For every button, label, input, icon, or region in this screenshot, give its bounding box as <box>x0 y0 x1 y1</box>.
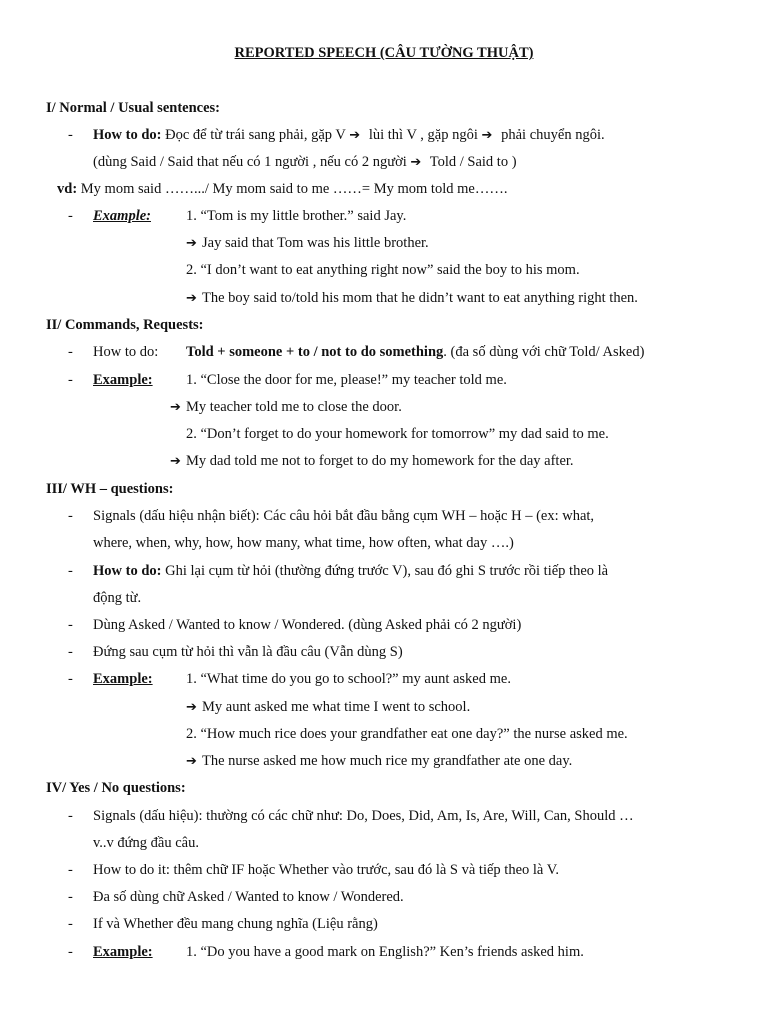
s3-ex2-answer-text: The nurse asked me how much rice my grandfather ate one day. <box>202 753 573 769</box>
s3-use: Dùng Asked / Wanted to know / Wondered. (dùng Asked phải có 2 người) <box>93 617 522 633</box>
s3-how-text-2: động từ. <box>93 590 142 606</box>
bullet-dash: - <box>68 508 73 524</box>
bullet-dash: - <box>68 862 73 878</box>
s3-example-2: 2. “How much rice does your grandfather eat one day?” the nurse asked me. <box>186 726 628 742</box>
bullet-dash: - <box>68 127 73 143</box>
bullet-dash: - <box>68 671 73 687</box>
bullet-dash: - <box>68 617 73 633</box>
s1-note-line <box>93 153 517 172</box>
bullet-dash: - <box>68 563 73 579</box>
arrow-icon: ➔ <box>349 128 361 143</box>
bullet-dash: - <box>68 208 73 224</box>
s1-note-a: (dùng Said / Said that nếu có 1 người , nếu có 2 người <box>93 154 411 170</box>
bullet-dash: - <box>68 889 73 905</box>
arrow-icon: ➔ <box>186 754 197 769</box>
s1-example-1-answer <box>186 234 429 253</box>
s1-vd-line <box>57 180 507 198</box>
s2-how-rule: Told + someone + to / not to do something <box>186 344 444 360</box>
s3-signals-1: Signals (dấu hiệu nhận biết): Các câu hỏi bắt đầu bằng cụm WH – hoặc H – (ex: what, <box>93 508 595 524</box>
s2-example-2-answer <box>170 452 574 471</box>
s4-example-1: 1. “Do you have a good mark on English?” Ken’s friends asked him. <box>186 944 584 960</box>
arrow-icon: ➔ <box>186 236 197 251</box>
s2-how-rule-line <box>186 343 644 361</box>
bullet-dash: - <box>68 944 73 960</box>
s3-how-label: How to do: <box>93 563 162 579</box>
s3-how-line <box>93 562 608 580</box>
s4-signals-2: v..v đứng đầu câu. <box>93 835 199 851</box>
s3-after: Đứng sau cụm từ hỏi thì vẫn là đầu câu (Vẫn dùng S) <box>93 644 403 660</box>
bullet-dash: - <box>68 916 73 932</box>
s1-example-2-answer <box>186 289 638 308</box>
s2-example-1: 1. “Close the door for me, please!” my teacher told me. <box>186 372 507 388</box>
s2-ex1-answer-text: My teacher told me to close the door. <box>186 399 402 415</box>
arrow-icon: ➔ <box>170 400 181 415</box>
bullet-dash: - <box>68 372 73 388</box>
s4-if-whether: If và Whether đều mang chung nghĩa (Liệu rằng) <box>93 916 378 932</box>
s1-how-line <box>93 126 605 145</box>
s3-example-1-answer <box>186 698 470 717</box>
arrow-icon: ➔ <box>410 155 422 170</box>
page-title: REPORTED SPEECH (CÂU TƯỜNG THUẬT) <box>234 45 534 61</box>
section-3-heading: III/ WH – questions: <box>46 481 174 497</box>
section-1-heading: I/ Normal / Usual sentences: <box>46 100 220 116</box>
s1-how-text-b: lùi thì V , gặp ngôi <box>365 127 482 143</box>
bullet-dash: - <box>68 644 73 660</box>
s3-example-2-answer <box>186 752 572 771</box>
s1-ex1-answer-text: Jay said that Tom was his little brother. <box>202 235 429 251</box>
s1-vd-label: vd: <box>57 181 78 197</box>
s3-how-text-1: Ghi lại cụm từ hỏi (thường đứng trước V), sau đó ghi S trước rồi tiếp theo là <box>161 563 609 579</box>
s1-example-label: Example: <box>93 208 151 224</box>
arrow-icon: ➔ <box>186 291 197 306</box>
s1-example-1: 1. “Tom is my little brother.” said Jay. <box>186 208 407 224</box>
s1-how-label: How to do: <box>93 127 162 143</box>
s4-how: How to do it: thêm chữ IF hoặc Whether vào trước, sau đó là S và tiếp theo là V. <box>93 862 559 878</box>
s1-how-text-c: phải chuyển ngôi. <box>497 127 605 143</box>
arrow-icon: ➔ <box>186 700 197 715</box>
s3-example-1: 1. “What time do you go to school?” my aunt asked me. <box>186 671 511 687</box>
s4-signals-1: Signals (dấu hiệu): thường có các chữ như: Do, Does, Did, Am, Is, Are, Will, Can, Should … <box>93 808 634 824</box>
s1-how-text-a: Đọc để từ trái sang phải, gặp V <box>161 127 350 143</box>
bullet-dash: - <box>68 808 73 824</box>
s1-note-b: Told / Said to ) <box>426 154 517 170</box>
s3-example-label: Example: <box>93 671 153 687</box>
s2-example-label: Example: <box>93 372 153 388</box>
arrow-icon: ➔ <box>170 454 181 469</box>
arrow-icon: ➔ <box>481 128 493 143</box>
s2-how-label: How to do: <box>93 344 159 360</box>
s1-ex2-answer-text: The boy said to/told his mom that he didn’t want to eat anything right then. <box>202 290 638 306</box>
s3-signals-2: where, when, why, how, how many, what time, how often, what day ….) <box>93 535 514 551</box>
s1-vd-text: My mom said …….../ My mom said to me ……= My mom told me……. <box>77 181 508 197</box>
section-4-heading: IV/ Yes / No questions: <box>46 780 186 796</box>
s2-example-1-answer <box>170 398 402 417</box>
s4-example-label: Example: <box>93 944 153 960</box>
s1-example-2: 2. “I don’t want to eat anything right now” said the boy to his mom. <box>186 262 580 278</box>
s4-mostly: Đa số dùng chữ Asked / Wanted to know / Wondered. <box>93 889 404 905</box>
s2-ex2-answer-text: My dad told me not to forget to do my homework for the day after. <box>186 453 574 469</box>
s2-example-2: 2. “Don’t forget to do your homework for tomorrow” my dad said to me. <box>186 426 609 442</box>
bullet-dash: - <box>68 344 73 360</box>
s3-ex1-answer-text: My aunt asked me what time I went to school. <box>202 699 471 715</box>
section-2-heading: II/ Commands, Requests: <box>46 317 204 333</box>
s2-how-note: . (đa số dùng với chữ Told/ Asked) <box>443 344 645 360</box>
